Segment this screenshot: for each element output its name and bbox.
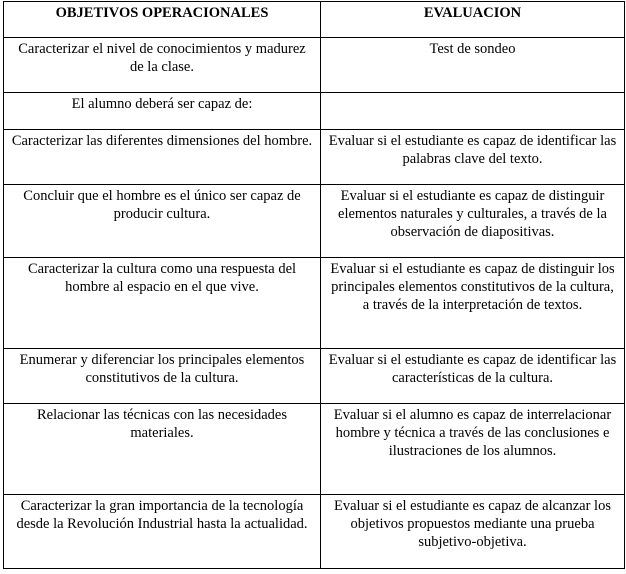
objetivo-cell: Concluir que el hombre es el único ser capaz de producir cultura. — [4, 185, 321, 258]
table-row — [4, 258, 625, 349]
objetivo-cell: El alumno deberá ser capaz de: — [4, 93, 321, 130]
objetivo-cell: Caracterizar el nivel de conocimientos y madurez de la clase. — [4, 38, 321, 93]
table-row — [4, 93, 625, 130]
header-objetivos: OBJETIVOS OPERACIONALES — [4, 2, 321, 38]
evaluacion-cell: Evaluar si el estudiante es capaz de distinguir elementos naturales y culturales, a través de la observación de diapositivas. — [321, 185, 625, 258]
objetivo-cell: Enumerar y diferenciar los principales elementos constitutivos de la cultura. — [4, 349, 321, 404]
objetivo-cell: Caracterizar la gran importancia de la tecnología desde la Revolución Industrial hasta la actualidad. — [4, 495, 321, 569]
table-row — [4, 185, 625, 258]
table-row — [4, 349, 625, 404]
table-row — [4, 404, 625, 495]
evaluacion-cell: Evaluar si el alumno es capaz de interrelacionar hombre y técnica a través de las conclusiones e ilustraciones de los alumnos. — [321, 404, 625, 495]
header-evaluacion: EVALUACION — [321, 2, 625, 38]
evaluacion-cell — [321, 93, 625, 130]
objetivo-cell: Relacionar las técnicas con las necesidades materiales. — [4, 404, 321, 495]
evaluacion-cell: Evaluar si el estudiante es capaz de alcanzar los objetivos propuestos mediante una prueba subjetivo-objetiva. — [321, 495, 625, 569]
table-row — [4, 495, 625, 569]
objetivo-cell: Caracterizar la cultura como una respuesta del hombre al espacio en el que vive. — [4, 258, 321, 349]
evaluacion-cell: Evaluar si el estudiante es capaz de identificar las palabras clave del texto. — [321, 130, 625, 185]
header-row — [4, 2, 625, 38]
evaluacion-cell: Evaluar si el estudiante es capaz de distinguir los principales elementos constitutivos de la cultura, a través de la interpretación de textos. — [321, 258, 625, 349]
table-row — [4, 130, 625, 185]
table-row — [4, 38, 625, 93]
evaluacion-cell: Evaluar si el estudiante es capaz de identificar las características de la cultura. — [321, 349, 625, 404]
evaluacion-cell: Test de sondeo — [321, 38, 625, 93]
objetivo-cell: Caracterizar las diferentes dimensiones del hombre. — [4, 130, 321, 185]
objectives-evaluation-table — [3, 1, 625, 569]
